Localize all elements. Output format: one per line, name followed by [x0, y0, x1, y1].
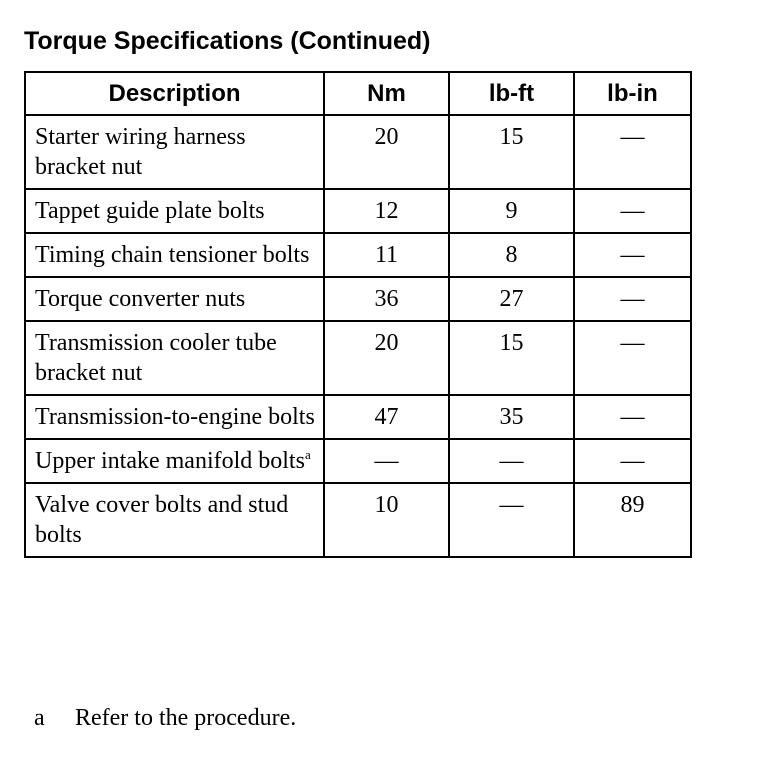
description-text: Timing chain tensioner bolts — [35, 242, 310, 268]
cell-nm: 11 — [324, 233, 449, 277]
cell-description — [25, 395, 324, 439]
cell-nm: — — [324, 439, 449, 483]
cell-lb-in: 89 — [574, 483, 691, 557]
description-text: Transmission cooler tube bracket nut — [35, 330, 277, 386]
cell-lb-ft: 9 — [449, 189, 574, 233]
table-row — [25, 483, 691, 557]
cell-description — [25, 439, 324, 483]
cell-nm: 47 — [324, 395, 449, 439]
footnote-mark: a — [34, 705, 45, 731]
cell-nm: 20 — [324, 321, 449, 395]
cell-lb-ft: 35 — [449, 395, 574, 439]
description-text: Transmission-to-engine bolts — [35, 404, 315, 430]
table-row — [25, 189, 691, 233]
header-description: Description — [25, 72, 324, 115]
table-row — [25, 115, 691, 189]
description-text: Upper intake manifold bolts — [35, 448, 305, 474]
cell-lb-in: — — [574, 321, 691, 395]
header-lb-ft: lb-ft — [449, 72, 574, 115]
cell-lb-in: — — [574, 439, 691, 483]
cell-nm: 20 — [324, 115, 449, 189]
cell-lb-ft: 27 — [449, 277, 574, 321]
cell-lb-in: — — [574, 233, 691, 277]
cell-lb-ft: 15 — [449, 321, 574, 395]
header-lb-in: lb-in — [574, 72, 691, 115]
cell-lb-ft: 8 — [449, 233, 574, 277]
table-row — [25, 439, 691, 483]
table-row — [25, 395, 691, 439]
table-row — [25, 321, 691, 395]
cell-description — [25, 115, 324, 189]
cell-description — [25, 321, 324, 395]
cell-description — [25, 189, 324, 233]
description-text: Starter wiring harness bracket nut — [35, 124, 246, 180]
cell-lb-in: — — [574, 277, 691, 321]
description-text: Torque converter nuts — [35, 286, 246, 312]
table-row — [25, 233, 691, 277]
cell-description — [25, 277, 324, 321]
table-row — [25, 277, 691, 321]
cell-lb-ft: — — [449, 439, 574, 483]
footnote-text: Refer to the procedure. — [75, 705, 297, 731]
table-footnote — [34, 703, 296, 733]
header-nm: Nm — [324, 72, 449, 115]
torque-spec-table — [24, 71, 692, 558]
description-text: Valve cover bolts and stud bolts — [35, 492, 289, 548]
cell-lb-ft: 15 — [449, 115, 574, 189]
cell-lb-in: — — [574, 115, 691, 189]
description-text: Tappet guide plate bolts — [35, 198, 265, 224]
cell-lb-in: — — [574, 395, 691, 439]
cell-lb-in: — — [574, 189, 691, 233]
footnote-marker: a — [304, 447, 311, 462]
cell-description — [25, 483, 324, 557]
cell-nm: 36 — [324, 277, 449, 321]
cell-lb-ft: — — [449, 483, 574, 557]
table-header-row — [25, 72, 691, 115]
cell-nm: 10 — [324, 483, 449, 557]
cell-description — [25, 233, 324, 277]
cell-nm: 12 — [324, 189, 449, 233]
page-title: Torque Specifications (Continued) — [24, 27, 431, 55]
